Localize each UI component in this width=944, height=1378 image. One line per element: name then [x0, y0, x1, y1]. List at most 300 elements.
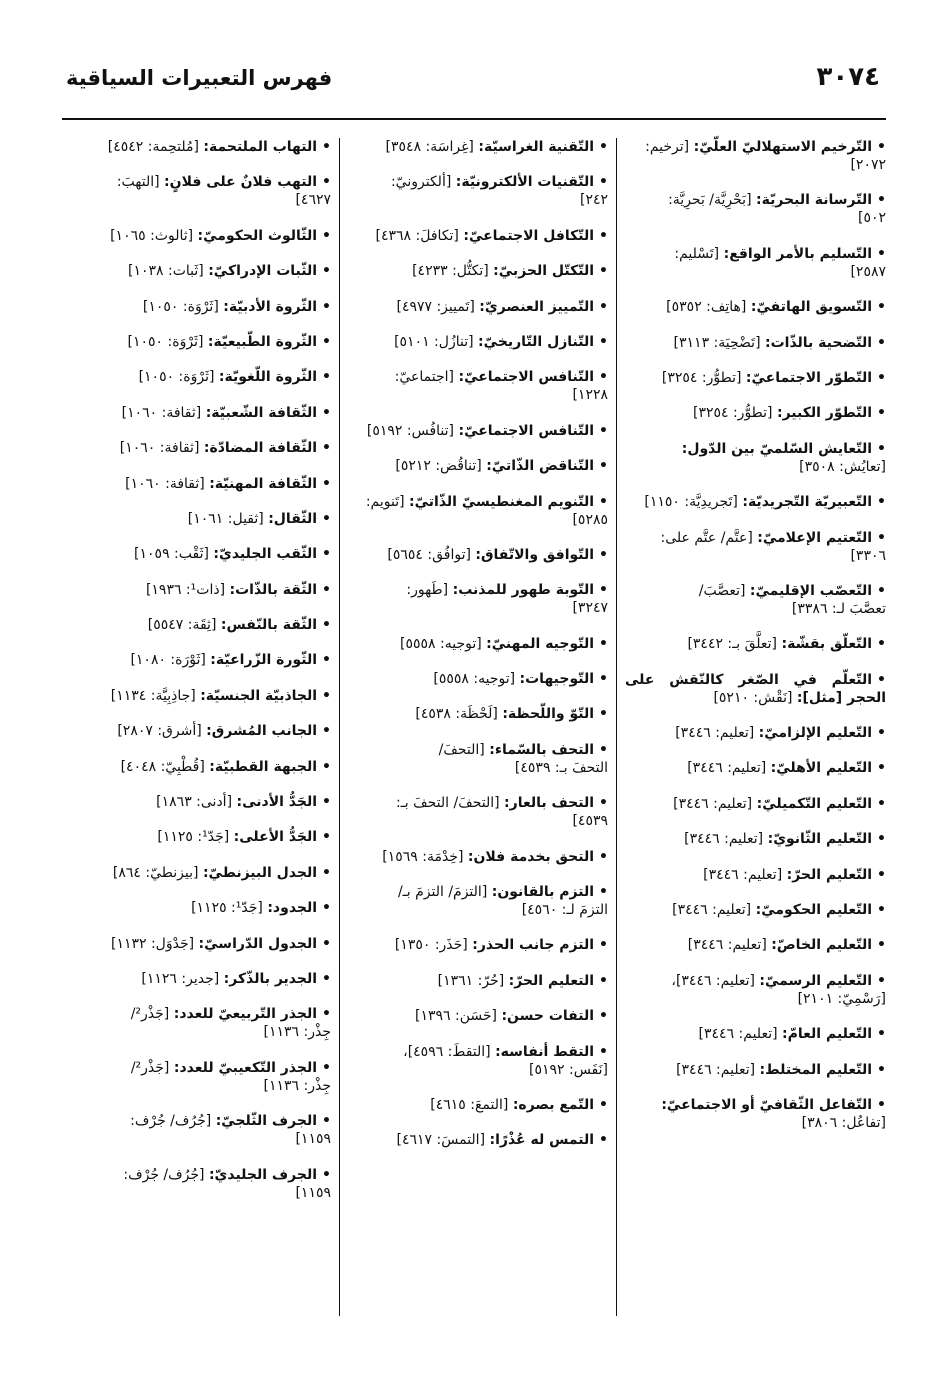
index-reference: [تطوُّر: ٣٢٥٤]: [661, 369, 742, 386]
index-term: التّمع بصره:: [512, 1096, 595, 1113]
index-reference: [هاتِف: ٥٣٥٢]: [666, 299, 747, 316]
index-term: التّنافس الاجتماعيّ:: [458, 422, 595, 439]
index-reference: [تكافلَ: ٤٣٦٨]: [375, 227, 459, 244]
index-entry: [348, 1131, 608, 1149]
bullet-marker: •: [877, 902, 886, 919]
bullet-marker: •: [322, 440, 331, 457]
bullet-marker: •: [322, 1166, 331, 1183]
bullet-marker: •: [599, 671, 608, 688]
index-term: الثّروة الأدبيّة:: [223, 298, 318, 315]
index-entry: [71, 368, 331, 386]
index-reference: [تنافُس: ٥١٩٢]: [366, 422, 455, 439]
index-reference: [التمسَ: ٤٦١٧]: [396, 1132, 486, 1149]
index-reference: [لَحْظَة: ٤٥٣٨]: [415, 706, 498, 723]
bullet-marker: •: [599, 263, 608, 280]
index-term: التهب فلانٌ على فلانٍ:: [164, 174, 318, 191]
bullet-marker: •: [599, 635, 608, 652]
index-term: الجدل البيزنطيّ:: [202, 864, 318, 881]
bullet-marker: •: [322, 1113, 331, 1130]
index-reference: [تَمييز: ٤٩٧٧]: [396, 298, 475, 315]
index-entry: [71, 864, 331, 882]
index-reference: [تناقُض: ٥٢١٢]: [395, 458, 482, 475]
index-entry: [348, 1007, 608, 1025]
index-reference: [التحفَ/: [438, 741, 485, 758]
index-term: التّعليم الثّانويّ:: [767, 831, 873, 848]
index-reference: [ثَرْوَة: ١٠٥٠]: [138, 369, 215, 386]
index-reference: [ذات¹: ١٩٣٦]: [145, 581, 226, 598]
bullet-marker: •: [322, 263, 331, 280]
bullet-marker: •: [322, 404, 331, 421]
index-reference: [جَذْر²/: [130, 1059, 170, 1076]
bullet-marker: •: [877, 725, 886, 742]
index-entry: [348, 705, 608, 723]
index-entry: [348, 794, 608, 830]
bullet-marker: •: [877, 1061, 886, 1078]
bullet-marker: •: [322, 139, 331, 155]
index-reference: [جُرُف/ جُرْف:: [123, 1166, 205, 1183]
bullet-marker: •: [599, 1043, 608, 1060]
index-term: الثّقافة المضادّة:: [203, 440, 318, 457]
bullet-marker: •: [322, 829, 331, 846]
bullet-marker: •: [322, 1059, 331, 1076]
bullet-marker: •: [877, 494, 886, 511]
index-reference: [حَذَر: ١٣٥٠]: [394, 937, 468, 954]
bullet-marker: •: [322, 794, 331, 811]
bullet-marker: •: [877, 139, 886, 155]
bullet-marker: •: [322, 687, 331, 704]
index-reference-continued: [نَفَس: ٥١٩٢]: [528, 1061, 608, 1078]
index-reference: [جدير: ١١٢٦]: [141, 970, 220, 987]
index-reference: [عتَّم/ عتَّم على:: [660, 529, 753, 546]
index-entry: [71, 651, 331, 669]
index-term: التّمييز العنصريّ:: [479, 298, 595, 315]
index-reference: [تعليم: ٣٤٤٦]: [698, 1026, 778, 1043]
bullet-marker: •: [322, 510, 331, 527]
index-reference: [تَسْليم:: [674, 245, 720, 262]
bullet-marker: •: [877, 369, 886, 386]
bullet-marker: •: [877, 636, 886, 653]
index-term: التّكافل الاجتماعيّ:: [463, 227, 595, 244]
index-reference: [ثَرْوَة: ١٠٥٠]: [127, 333, 204, 350]
bullet-marker: •: [877, 831, 886, 848]
index-term: التّقنيات الألكترونيّة:: [455, 174, 595, 191]
bullet-marker: •: [322, 900, 331, 917]
index-term: التّعليم العامّ:: [782, 1026, 873, 1043]
index-term: الجانب المُشرق:: [206, 723, 318, 740]
index-entry: [348, 581, 608, 617]
running-title: فهرس التعبيرات السياقية: [66, 66, 333, 90]
index-reference: [ثَوْرَة: ١٠٨٠]: [130, 652, 206, 669]
bullet-marker: •: [322, 970, 331, 987]
bullet-marker: •: [599, 972, 608, 989]
index-entry: [348, 173, 608, 209]
bullet-marker: •: [877, 671, 886, 688]
page-number: ٣٠٧٤: [816, 62, 880, 92]
index-reference-continued: ٣٣٠٦]: [850, 547, 886, 564]
bullet-marker: •: [599, 1132, 608, 1149]
index-reference: [حُرّ: ١٣٦١]: [437, 972, 505, 989]
index-reference: [تنازُل: ٥١٠١]: [394, 333, 474, 350]
index-entry: [625, 334, 886, 352]
bullet-marker: •: [322, 652, 331, 669]
index-term: التحف بالسّماء:: [489, 741, 595, 758]
index-entry: [625, 1025, 886, 1043]
index-reference: [تعليم: ٣٤٤٦]: [675, 725, 755, 742]
bullet-marker: •: [877, 582, 886, 599]
index-term: التّكتّل الحزبيّ:: [493, 263, 595, 280]
index-term: التّرخيم الاستهلاليّ العلّيّ:: [693, 139, 873, 155]
index-reference: [تَضْحِيَة: ٣١١٣]: [673, 334, 761, 351]
index-columns: [62, 138, 894, 1316]
bullet-marker: •: [877, 795, 886, 812]
index-entry: [71, 1112, 331, 1148]
index-reference: [نَقْش: ٥٢١٠]: [713, 689, 793, 706]
index-term: الثّروة اللّغويّة:: [218, 369, 318, 386]
index-reference-continued: [رَسْمِيّ: ٢١٠١]: [797, 990, 886, 1007]
index-reference: [أدنى: ١٨٦٣]: [156, 794, 233, 811]
index-term: الجَدُّ الأدنى:: [236, 794, 318, 811]
index-term: التّوجيه المهنيّ:: [486, 635, 595, 652]
index-reference: [توافُق: ٥٦٥٤]: [387, 546, 471, 563]
index-entry: [71, 545, 331, 563]
index-reference: [ثقافة: ١٠٦٠]: [121, 404, 202, 421]
index-reference: [التقطَ: ٤٥٩٦]،: [403, 1043, 491, 1060]
index-term: التّعبيريّة التّجريديّة:: [742, 494, 873, 511]
bullet-marker: •: [877, 334, 886, 351]
index-term: التّعليم الرسميّ:: [759, 972, 873, 989]
index-term: الثّقب الجليديّ:: [213, 546, 318, 563]
index-reference: [اجتماعيّ:: [394, 369, 455, 386]
index-entry: [348, 493, 608, 529]
index-reference: [جَدْوَل: ١١٣٢]: [110, 935, 195, 952]
bullet-marker: •: [599, 741, 608, 758]
index-entry: [71, 899, 331, 917]
index-entry: [625, 529, 886, 565]
index-term: الجبهة القطبيّة:: [209, 758, 318, 775]
index-reference: [ثَقْب: ١٠٥٩]: [134, 546, 209, 563]
index-term: الثّقة بالذّات:: [229, 581, 318, 598]
bullet-marker: •: [599, 493, 608, 510]
bullet-marker: •: [599, 458, 608, 475]
index-term: الجرف الثّلجيّ:: [215, 1113, 318, 1130]
index-reference: [تعليم: ٣٤٤٦]: [676, 1061, 756, 1078]
index-reference: [ثقافة: ١٠٦٠]: [119, 440, 200, 457]
index-reference: [غِراسَة: ٣٥٤٨]: [385, 139, 474, 155]
index-reference: [جَذْر²/: [130, 1006, 170, 1023]
index-term: التعليم الحرّ:: [508, 972, 595, 989]
index-entry: [71, 439, 331, 457]
bullet-marker: •: [322, 935, 331, 952]
index-term: التّنويم المغنطيسيّ الذّاتيّ:: [409, 493, 595, 510]
bullet-marker: •: [599, 422, 608, 439]
bullet-marker: •: [322, 369, 331, 386]
index-reference: [خِدْمَة: ١٥٦٩]: [382, 848, 464, 865]
index-reference-continued: ٢٥٨٧]: [850, 263, 886, 280]
index-entry: [71, 298, 331, 316]
index-reference-continued: تعصَّبَ لـ: ٣٣٨٦]: [791, 600, 886, 617]
bullet-marker: •: [322, 227, 331, 244]
index-term: التّعليم الحرّ:: [786, 866, 873, 883]
bullet-marker: •: [322, 723, 331, 740]
index-term: الثّقافة المهنيّة:: [209, 475, 318, 492]
index-entry: [625, 901, 886, 919]
index-entry: [625, 191, 886, 227]
index-entry: [348, 422, 608, 440]
index-entry: [625, 404, 886, 422]
index-entry: [625, 759, 886, 777]
index-term: الجدول الدّراسيّ:: [198, 935, 318, 952]
index-reference: [ثقيل: ١٠٦١]: [187, 510, 264, 527]
bullet-marker: •: [322, 1006, 331, 1023]
index-entry: [71, 758, 331, 776]
index-term: التّوافق والاتّفاق:: [475, 546, 595, 563]
index-reference: [التهبَ:: [116, 174, 160, 191]
index-reference: [قُطْبِيّ: ٤٠٤٨]: [120, 758, 205, 775]
index-reference-continued: [تفاعُل: ٣٨٠٦]: [801, 1114, 886, 1131]
bullet-marker: •: [599, 139, 608, 155]
index-reference: [تَنويم:: [365, 493, 405, 510]
index-reference: [توجيه: ٥٥٥٨]: [433, 671, 516, 688]
index-term: التّناقض الذّاتيّ:: [486, 458, 595, 475]
index-entry: [348, 848, 608, 866]
index-entry: [71, 475, 331, 493]
index-reference: [جاذِبِيَّة: ١١٣٤]: [110, 687, 196, 704]
index-reference: [بيزنطيّ: ٨٦٤]: [112, 864, 199, 881]
bullet-marker: •: [877, 1026, 886, 1043]
index-term: التفات حسن:: [501, 1008, 595, 1025]
index-reference-continued: ١٢٢٨]: [572, 387, 608, 404]
index-entry: [71, 793, 331, 811]
index-entry: [71, 262, 331, 280]
index-reference-continued: ٤٦٢٧]: [295, 192, 331, 209]
index-entry: [625, 635, 886, 653]
index-entry: [625, 671, 886, 707]
bullet-marker: •: [877, 529, 886, 546]
index-entry: [71, 227, 331, 245]
index-term: التّعلّم في الصّغر كالنّقش على الحجر [مثل]:: [625, 671, 886, 706]
index-term: الثّقال:: [268, 510, 318, 527]
index-entry: [71, 1059, 331, 1095]
bullet-marker: •: [322, 298, 331, 315]
bullet-marker: •: [322, 546, 331, 563]
index-term: الجاذبيّة الجنسيّة:: [200, 687, 318, 704]
index-entry: [348, 333, 608, 351]
index-term: التّنافس الاجتماعيّ:: [458, 369, 595, 386]
index-reference: [ألكترونيّ:: [390, 174, 452, 191]
index-reference: [طَهور:: [406, 582, 449, 599]
bullet-marker: •: [599, 706, 608, 723]
index-reference-continued: جِذْر: ١١٣٦]: [263, 1077, 331, 1094]
index-reference: [ثقافة: ١٠٦٠]: [125, 475, 205, 492]
index-term: التّوبة طهور للمذنب:: [452, 582, 595, 599]
index-term: التّعلّق بقشّة:: [781, 636, 873, 653]
index-term: الثّقافة الشّعبيّة:: [205, 404, 318, 421]
index-entry: [348, 298, 608, 316]
index-entry: [625, 1061, 886, 1079]
index-term: التّسليم بالأمر الواقع:: [723, 245, 873, 262]
bullet-marker: •: [599, 298, 608, 315]
bullet-marker: •: [599, 369, 608, 386]
index-reference-continued: ٥٢٨٥]: [572, 511, 608, 528]
index-reference: [تعليم: ٣٤٤٦]: [672, 902, 752, 919]
index-reference: [حَسَن: ١٣٩٦]: [415, 1008, 497, 1025]
index-reference: [أشرق: ٢٨٠٧]: [117, 723, 202, 740]
index-entry: [625, 369, 886, 387]
index-entry: [625, 936, 886, 954]
index-term: الجدير بالذّكر:: [223, 970, 318, 987]
index-term: الثّروة الطّبيعيّة:: [207, 333, 318, 350]
bullet-marker: •: [877, 299, 886, 316]
bullet-marker: •: [322, 174, 331, 191]
index-entry: [71, 687, 331, 705]
index-reference-continued: ١١٥٩]: [295, 1184, 331, 1201]
index-term: التقط أنفاسه:: [495, 1043, 595, 1060]
index-reference: [تعليم: ٣٤٤٦]،: [671, 972, 755, 989]
index-term: التّطوّر الكبير:: [776, 405, 873, 422]
index-term: التحق بخدمة فلان:: [467, 848, 595, 865]
index-entry: [71, 404, 331, 422]
index-reference-continued: ٣٢٤٧]: [572, 600, 608, 617]
index-entry: [625, 298, 886, 316]
bullet-marker: •: [599, 884, 608, 901]
index-entry: [625, 724, 886, 742]
index-term: الثّبات الإدراكيّ:: [208, 263, 318, 280]
bullet-marker: •: [599, 848, 608, 865]
bullet-marker: •: [322, 581, 331, 598]
index-term: التّنازل التّاريخيّ:: [478, 333, 595, 350]
index-term: الثّورة الزّراعيّة:: [210, 652, 318, 669]
bullet-marker: •: [877, 760, 886, 777]
index-entry: [348, 670, 608, 688]
index-term: التّوّ واللّحظة:: [502, 706, 595, 723]
index-term: التّعليم الخاصّ:: [771, 937, 873, 954]
bullet-marker: •: [599, 333, 608, 350]
index-entry: [71, 616, 331, 634]
bullet-marker: •: [322, 758, 331, 775]
bullet-marker: •: [322, 864, 331, 881]
index-reference: [التزمَ/ التزمَ بـ/: [397, 884, 488, 901]
bullet-marker: •: [322, 617, 331, 634]
index-reference: [ثِقَة: ٥٥٤٧]: [147, 617, 217, 634]
index-reference: [تعليم: ٣٤٤٦]: [687, 937, 767, 954]
index-reference-continued: ٢٤٢]: [579, 192, 608, 209]
bullet-marker: •: [877, 405, 886, 422]
index-term: التّعتيم الإعلاميّ:: [757, 529, 873, 546]
index-term: التّرسانة البحريّة:: [756, 192, 873, 209]
index-term: الثّالوث الحكوميّ:: [197, 227, 318, 244]
index-term: الجدود:: [267, 900, 318, 917]
bullet-marker: •: [877, 192, 886, 209]
index-reference: [ثَبات: ١٠٣٨]: [127, 263, 204, 280]
bullet-marker: •: [599, 582, 608, 599]
index-entry: [625, 245, 886, 281]
bullet-marker: •: [599, 795, 608, 812]
index-reference-continued: ٢٠٧٢]: [850, 157, 886, 173]
bullet-marker: •: [877, 866, 886, 883]
index-reference-continued: ٤٥٣٩]: [572, 813, 608, 830]
index-reference: [بَحْرِيَّة/ بَحرِيَّة:: [668, 192, 752, 209]
bullet-marker: •: [599, 937, 608, 954]
index-column-middle: [340, 138, 617, 1316]
index-column-left: [63, 138, 340, 1316]
index-reference-continued: التحفَ بـ: ٤٥٣٩]: [514, 759, 608, 776]
bullet-marker: •: [877, 1096, 886, 1113]
index-entry: [71, 970, 331, 988]
index-entry: [348, 936, 608, 954]
index-entry: [348, 1043, 608, 1079]
index-term: التحف بالعار:: [504, 795, 595, 812]
index-reference: [تعليم: ٣٤٤٦]: [673, 795, 753, 812]
index-term: التّعصّب الإقليميّ:: [749, 582, 873, 599]
index-reference: [ثَرْوَة: ١٠٥٠]: [142, 298, 219, 315]
header-rule: [62, 118, 886, 120]
bullet-marker: •: [322, 475, 331, 492]
bullet-marker: •: [877, 972, 886, 989]
bullet-marker: •: [322, 333, 331, 350]
index-reference: [التمعَ: ٤٦١٥]: [430, 1096, 509, 1113]
index-reference: [ترخيم:: [645, 139, 690, 155]
index-reference: [تَجريدِيَّة: ١١٥٠]: [644, 494, 738, 511]
index-term: التّوجيهات:: [519, 671, 595, 688]
index-entry: [71, 935, 331, 953]
index-entry: [348, 1096, 608, 1114]
index-term: التّعايش السّلميّ بين الدّول:: [681, 440, 873, 457]
index-entry: [348, 227, 608, 245]
index-entry: [71, 581, 331, 599]
index-reference: [تعليم: ٣٤٤٦]: [703, 866, 783, 883]
index-term: التزم بالقانون:: [491, 884, 595, 901]
bullet-marker: •: [599, 1008, 608, 1025]
index-term: التّطوّر الاجتماعيّ:: [745, 369, 873, 386]
index-term: الجذر التّكعيبيّ للعدد:: [173, 1059, 318, 1076]
index-entry: [625, 830, 886, 848]
index-entry: [348, 138, 608, 156]
index-term: التزم جانب الحذر:: [472, 937, 595, 954]
index-entry: [71, 333, 331, 351]
index-entry: [348, 635, 608, 653]
index-term: التّعليم الحكوميّ:: [755, 902, 873, 919]
index-entry: [348, 368, 608, 404]
index-term: الجرف الجليديّ:: [208, 1166, 318, 1183]
index-entry: [71, 138, 331, 156]
index-entry: [348, 457, 608, 475]
bullet-marker: •: [599, 227, 608, 244]
index-column-right: [617, 138, 894, 1316]
index-term: التّقنية الغراسيّة:: [478, 139, 595, 155]
index-reference: [تعليم: ٣٤٤٦]: [687, 760, 767, 777]
index-entry: [71, 828, 331, 846]
index-reference: [مُلتحِمة: ٤٥٤٢]: [107, 139, 199, 155]
index-term: التّعليم المختلط:: [759, 1061, 873, 1078]
index-reference: [توجيه: ٥٥٥٨]: [400, 635, 482, 652]
index-entry: [625, 866, 886, 884]
index-entry: [348, 262, 608, 280]
index-term: الثّقة بالنّفس:: [220, 617, 318, 634]
index-reference-continued: جِذْر: ١١٣٦]: [263, 1024, 331, 1041]
index-entry: [71, 173, 331, 209]
index-entry: [625, 138, 886, 174]
bullet-marker: •: [877, 440, 886, 457]
index-reference: [ثالوث: ١٠٦٥]: [110, 227, 194, 244]
index-entry: [625, 795, 886, 813]
index-entry: [348, 741, 608, 777]
index-term: التّضحية بالذّات:: [764, 334, 873, 351]
bullet-marker: •: [877, 245, 886, 262]
index-reference: [تعصَّبَ/: [698, 582, 746, 599]
bullet-marker: •: [599, 546, 608, 563]
index-reference-continued: ٥٠٢]: [857, 210, 886, 227]
index-term: الجَدُّ الأعلى:: [233, 829, 318, 846]
